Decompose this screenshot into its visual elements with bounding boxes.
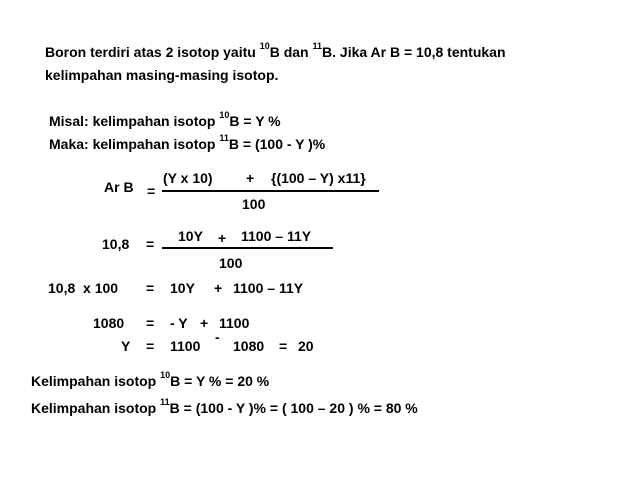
problem-sup-11: 11: [312, 41, 323, 52]
step5-equals: =: [146, 338, 155, 354]
step4-lhs: 1080: [93, 315, 125, 331]
problem-text-a: Boron terdiri atas 2 isotop yaitu: [45, 44, 260, 60]
step2-numerator-a: 10Y: [178, 228, 203, 244]
step2-fraction-bar: [162, 247, 333, 249]
step1-fraction-bar: [162, 190, 379, 192]
misal-text-b: B = Y %: [229, 113, 281, 129]
step1-plus: +: [246, 170, 255, 186]
step3-equals: =: [146, 280, 155, 296]
problem-line-2: kelimpahan masing-masing isotop.: [45, 67, 279, 83]
maka-sup: 11: [219, 133, 229, 144]
step1-equals: =: [147, 183, 156, 199]
result2-text-b: B = (100 - Y )% = ( 100 – 20 ) % = 80 %: [169, 400, 418, 416]
problem-line-1: [45, 41, 506, 61]
step4-a: - Y: [170, 315, 188, 331]
result2-sup: 11: [160, 397, 170, 408]
step1-lhs: Ar B: [104, 179, 134, 195]
result1-text-b: B = Y % = 20 %: [170, 373, 270, 389]
step4-plus: +: [200, 315, 209, 331]
step5-equals-2: =: [279, 338, 288, 354]
step3-lhs: 10,8 x 100: [48, 280, 119, 296]
result1-sup: 10: [160, 370, 171, 381]
result1-text-a: Kelimpahan isotop: [31, 373, 161, 389]
problem-sup-10: 10: [259, 41, 270, 52]
step2-lhs: 10,8: [102, 236, 130, 252]
step3-b: 1100 – 11Y: [233, 280, 304, 296]
step5-b: 1080: [233, 338, 265, 354]
step5-result: 20: [298, 338, 314, 354]
step2-denominator: 100: [219, 255, 243, 271]
step2-numerator-b: 1100 – 11Y: [241, 228, 312, 244]
misal-text-a: Misal: kelimpahan isotop: [49, 113, 220, 129]
step3-a: 10Y: [170, 280, 195, 296]
result-line-1: [31, 370, 270, 390]
step5-lhs: Y: [121, 338, 131, 354]
result2-text-a: Kelimpahan isotop: [31, 400, 161, 416]
step2-plus: +: [218, 230, 227, 246]
step1-numerator-b: {(100 – Y) x11}: [271, 170, 366, 186]
step4-equals: =: [146, 315, 155, 331]
misal-sup: 10: [219, 110, 230, 121]
step4-b: 1100: [219, 315, 250, 331]
step5-minus: -: [215, 329, 220, 345]
step3-plus: +: [214, 280, 223, 296]
problem-text-c: B. Jika Ar B = 10,8 tentukan: [322, 44, 506, 60]
problem-text-b: B dan: [269, 44, 313, 60]
step1-numerator-a: (Y x 10): [163, 170, 213, 186]
step1-denominator: 100: [242, 196, 266, 212]
maka-text-b: B = (100 - Y )%: [228, 136, 326, 152]
assumption-misal: [49, 110, 281, 130]
result-line-2: [31, 397, 418, 417]
step5-a: 1100: [170, 338, 201, 354]
maka-text-a: Maka: kelimpahan isotop: [49, 136, 220, 152]
assumption-maka: [49, 133, 326, 153]
step2-equals: =: [146, 236, 155, 252]
